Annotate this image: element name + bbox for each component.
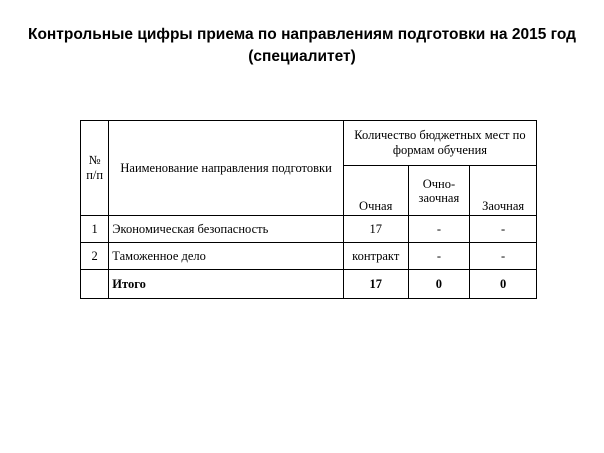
table-header-row: [81, 121, 537, 166]
header-extramural: Заочная: [470, 166, 537, 216]
row-extramural: -: [470, 216, 537, 243]
table-row: [81, 216, 537, 243]
total-label: Итого: [109, 270, 344, 299]
total-extramural: 0: [470, 270, 537, 299]
header-name: Наименование направления подготовки: [109, 121, 344, 216]
row-name: Экономическая безопасность: [109, 216, 344, 243]
table-total-row: [81, 270, 537, 299]
row-num: 1: [81, 216, 109, 243]
header-part-time: Очно-заочная: [408, 166, 470, 216]
row-part-time: -: [408, 216, 470, 243]
admission-table: [80, 120, 537, 299]
table-row: [81, 243, 537, 270]
header-budget-places: Количество бюджетных мест по формам обучения: [343, 121, 536, 166]
header-num: № п/п: [81, 121, 109, 216]
row-extramural: -: [470, 243, 537, 270]
page-title: [0, 24, 604, 68]
title-line-1: Контрольные цифры приема по направлениям подготовки на 2015 год: [28, 26, 576, 43]
row-name: Таможенное дело: [109, 243, 344, 270]
total-num: [81, 270, 109, 299]
row-full-time: 17: [343, 216, 408, 243]
total-part-time: 0: [408, 270, 470, 299]
header-full-time: Очная: [343, 166, 408, 216]
row-full-time: контракт: [343, 243, 408, 270]
row-part-time: -: [408, 243, 470, 270]
row-num: 2: [81, 243, 109, 270]
total-full-time: 17: [343, 270, 408, 299]
title-line-2: (специалитет): [248, 48, 356, 65]
